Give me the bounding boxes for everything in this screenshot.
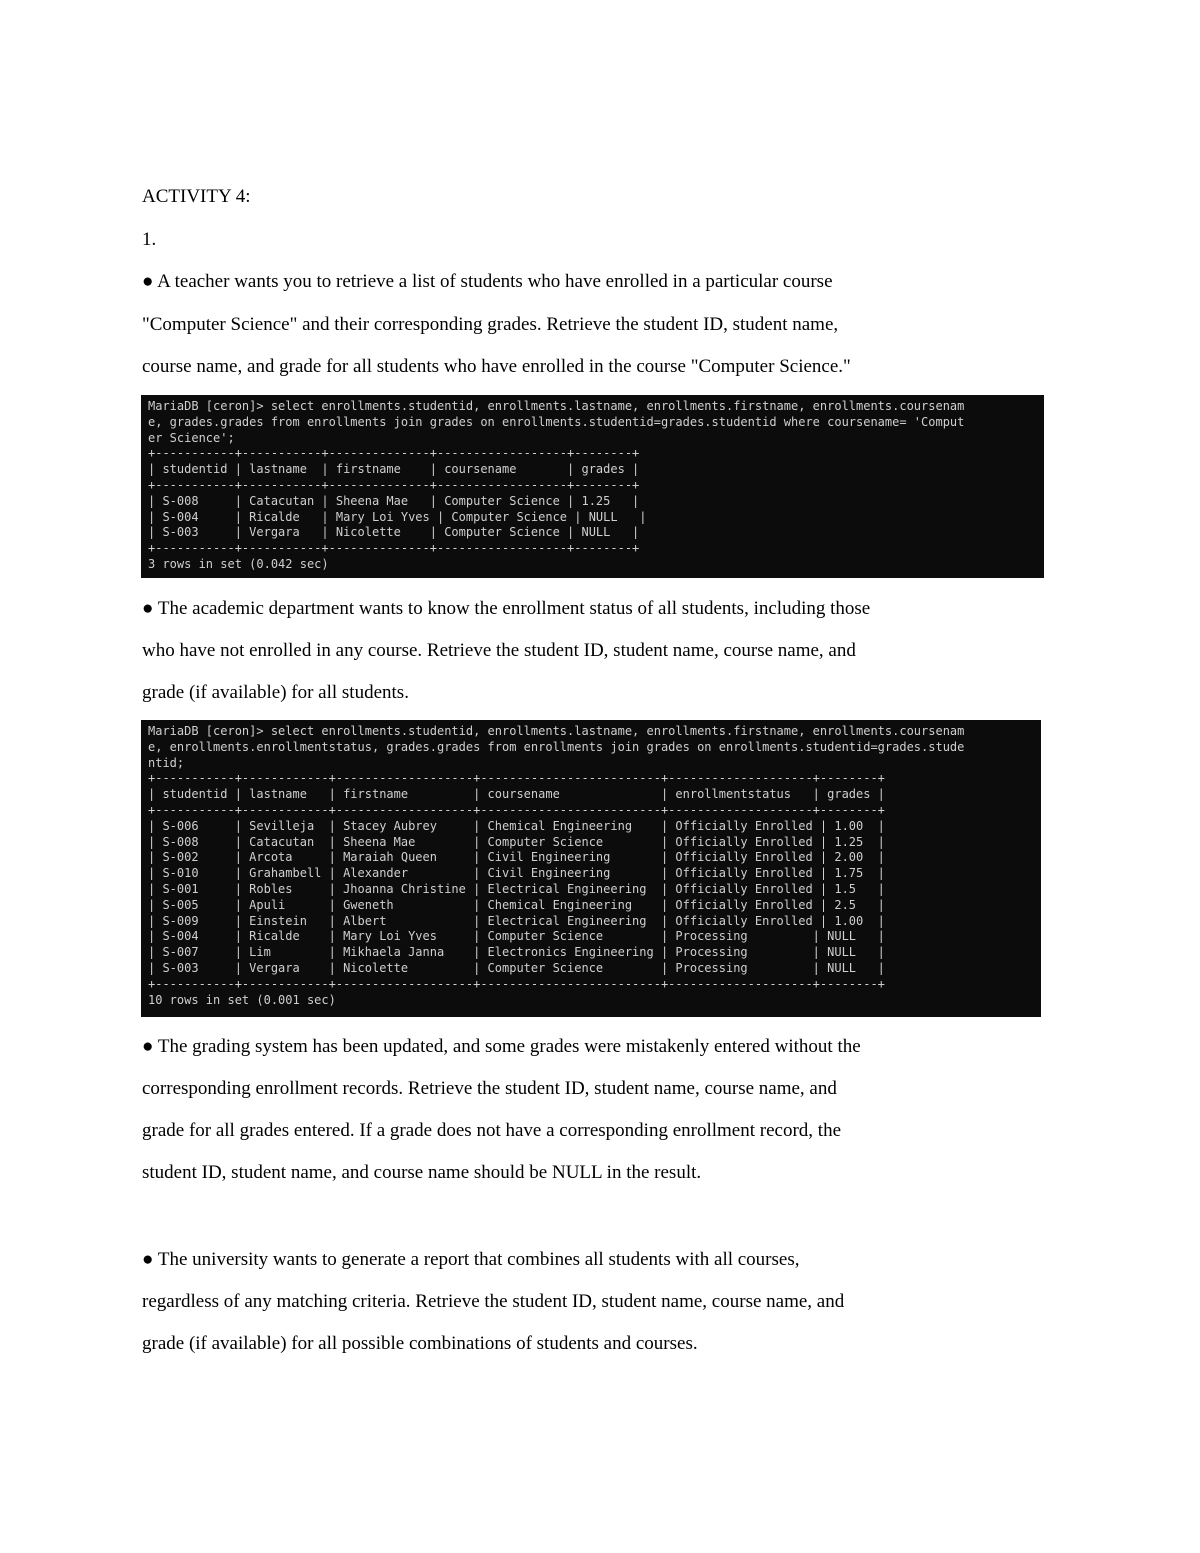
question-4-line-1: ● The university wants to generate a report that combines all students with all courses, — [142, 1249, 800, 1270]
terminal-line: e, grades.grades from enrollments join grades on enrollments.studentid=grades.studentid where coursename= 'Comput — [148, 414, 965, 429]
terminal-line: | S-007 | Lim | Mikhaela Janna | Electronics Engineering | Processing | NULL | — [148, 945, 885, 960]
question-3-line-4: student ID, student name, and course name should be NULL in the result. — [142, 1162, 702, 1183]
terminal-line: +-----------+------------+-------------------+-------------------------+--------------------+--------+ — [148, 976, 885, 991]
terminal-line: | S-010 | Grahambell | Alexander | Civil Engineering | Officially Enrolled | 1.75 | — [148, 866, 885, 881]
question-1-line-1: ● A teacher wants you to retrieve a list of students who have enrolled in a particular course — [142, 271, 833, 292]
question-4-line-3: grade (if available) for all possible combinations of students and courses. — [142, 1333, 698, 1354]
question-2-line-3: grade (if available) for all students. — [142, 682, 409, 703]
terminal-line: er Science'; — [148, 430, 235, 445]
terminal-line: | S-009 | Einstein | Albert | Electrical Engineering | Officially Enrolled | 1.00 | — [148, 913, 885, 928]
terminal-screenshot-2 — [141, 720, 1041, 1017]
question-3-line-1: ● The grading system has been updated, and some grades were mistakenly entered without the — [142, 1036, 861, 1057]
terminal-line: 3 rows in set (0.042 sec) — [148, 556, 329, 571]
question-2-line-1: ● The academic department wants to know the enrollment status of all students, including those — [142, 598, 871, 619]
terminal-line: | S-002 | Arcota | Maraiah Queen | Civil Engineering | Officially Enrolled | 2.00 | — [148, 850, 885, 865]
question-3-line-3: grade for all grades entered. If a grade does not have a corresponding enrollment record, the — [142, 1120, 842, 1141]
question-4-line-2: regardless of any matching criteria. Retrieve the student ID, student name, course name, and — [142, 1291, 845, 1312]
terminal-line: ntid; — [148, 755, 185, 770]
terminal-line: | S-008 | Catacutan | Sheena Mae | Computer Science | Officially Enrolled | 1.25 | — [148, 834, 885, 849]
terminal-line: e, enrollments.enrollmentstatus, grades.grades from enrollments join grades on enrollments.studentid=grades.stude — [148, 739, 965, 754]
terminal-line: | S-008 | Catacutan | Sheena Mae | Computer Science | 1.25 | — [148, 493, 640, 508]
terminal-line: MariaDB [ceron]> select enrollments.studentid, enrollments.lastname, enrollments.firstname, enrollments.coursenam — [148, 399, 965, 413]
terminal-line: +-----------+-----------+--------------+------------------+--------+ — [148, 541, 640, 556]
terminal-line: MariaDB [ceron]> select enrollments.studentid, enrollments.lastname, enrollments.firstname, enrollments.coursenam — [148, 724, 965, 738]
terminal-line: | studentid | lastname | firstname | coursename | grades | — [148, 462, 640, 477]
terminal-line: +-----------+------------+-------------------+-------------------------+--------------------+--------+ — [148, 802, 885, 817]
terminal-line: | S-004 | Ricalde | Mary Loi Yves | Computer Science | Processing | NULL | — [148, 929, 885, 944]
terminal-line: +-----------+-----------+--------------+------------------+--------+ — [148, 446, 640, 461]
activity-heading: ACTIVITY 4: — [142, 186, 251, 207]
terminal-line: | S-006 | Sevilleja | Stacey Aubrey | Chemical Engineering | Officially Enrolled | 1.00 | — [148, 818, 885, 833]
terminal-line: | S-003 | Vergara | Nicolette | Computer Science | Processing | NULL | — [148, 960, 885, 975]
item-number: 1. — [142, 229, 157, 250]
question-3-line-2: corresponding enrollment records. Retrieve the student ID, student name, course name, and — [142, 1078, 837, 1099]
terminal-screenshot-1 — [141, 395, 1044, 578]
question-1-line-3: course name, and grade for all students who have enrolled in the course "Computer Science." — [142, 356, 851, 377]
terminal-line: | S-004 | Ricalde | Mary Loi Yves | Computer Science | NULL | — [148, 509, 647, 524]
terminal-line: +-----------+-----------+--------------+------------------+--------+ — [148, 477, 640, 492]
terminal-line: +-----------+------------+-------------------+-------------------------+--------------------+--------+ — [148, 771, 885, 786]
question-1-line-2: "Computer Science" and their corresponding grades. Retrieve the student ID, student name, — [142, 314, 839, 335]
terminal-line: | studentid | lastname | firstname | coursename | enrollmentstatus | grades | — [148, 787, 885, 802]
question-2-line-2: who have not enrolled in any course. Retrieve the student ID, student name, course name, and — [142, 640, 856, 661]
terminal-line: | S-001 | Robles | Jhoanna Christine | Electrical Engineering | Officially Enrolled | 1.5 | — [148, 881, 885, 896]
terminal-line: 10 rows in set (0.001 sec) — [148, 992, 336, 1007]
terminal-line: | S-005 | Apuli | Gweneth | Chemical Engineering | Officially Enrolled | 2.5 | — [148, 897, 885, 912]
terminal-line: | S-003 | Vergara | Nicolette | Computer Science | NULL | — [148, 525, 640, 540]
